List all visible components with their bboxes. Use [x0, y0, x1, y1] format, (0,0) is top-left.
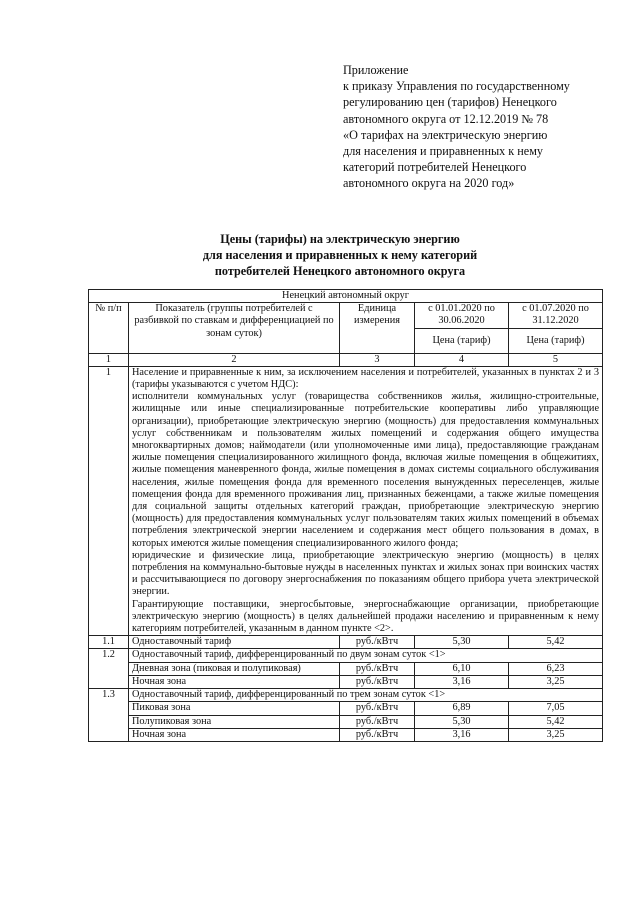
title-line: для населения и приравненных к нему категорий: [202, 248, 478, 263]
region-row: [89, 290, 603, 303]
zone-value-period1: 5,30: [415, 715, 509, 728]
col-number: 3: [340, 353, 415, 366]
zone-row: [89, 675, 603, 688]
zone-value-period2: 5,42: [509, 715, 603, 728]
header-indicator: Показатель (группы потребителей с разбивкой по ставкам и дифференциацией по зонам суток): [129, 303, 340, 353]
zone-name: Ночная зона: [129, 728, 340, 741]
section-1-paragraph: юридические и физические лица, приобретающие электрическую энергию (мощность) в целях потребления на коммунально-бытовые нужды в населенных пунктах и жилых зонах при воинских частях и рассчитывающиеся по договору энергоснабжения по показаниям общего прибора учета электрической энергии.: [132, 549, 600, 598]
row-name: Одноставочный тариф, дифференцированный по трем зонам суток <1>: [129, 689, 603, 702]
section-1-num: 1: [89, 366, 129, 635]
appendix-line: Приложение: [343, 63, 409, 77]
appendix-block: [343, 62, 633, 192]
zone-row: [89, 728, 603, 741]
section-1-paragraph: Население и приравненные к ним, за исключением населения и потребителей, указанных в пунктах 2 и 3 (тарифы указываются с учетом НДС):: [132, 366, 600, 391]
appendix-line: «О тарифах на электрическую энергию: [343, 127, 548, 142]
zone-row: [89, 715, 603, 728]
col-number: 4: [415, 353, 509, 366]
row-unit: руб./кВтч: [340, 636, 415, 649]
table-row: [89, 689, 603, 702]
zone-value-period2: 7,05: [509, 702, 603, 715]
header-row: [89, 303, 603, 328]
header-price1: Цена (тариф): [415, 328, 509, 353]
column-number-row: [89, 353, 603, 366]
appendix-line: регулированию цен (тарифов) Ненецкого: [343, 95, 557, 110]
appendix-line: категорий потребителей Ненецкого: [343, 160, 527, 175]
appendix-line: для населения и приравненных к нему: [343, 144, 543, 159]
zone-unit: руб./кВтч: [340, 662, 415, 675]
zone-value-period2: 3,25: [509, 728, 603, 741]
section-1-paragraph: Гарантирующие поставщики, энергосбытовые, энергоснабжающие организации, приобретающие электрическую энергию (мощность) в целях дальнейшей продажи населению и приравненным к нему категориям потребителей, указанным в данном пункте <2>.: [132, 598, 600, 635]
appendix-line: автономного округа от 12.12.2019 № 78: [343, 111, 549, 126]
document-title: [90, 231, 590, 280]
title-line: Цены (тарифы) на электрическую энергию: [220, 232, 460, 246]
header-price2: Цена (тариф): [509, 328, 603, 353]
section-1-row: [89, 366, 603, 635]
zone-value-period2: 3,25: [509, 675, 603, 688]
header-period2: с 01.07.2020 по 31.12.2020: [509, 303, 603, 328]
appendix-line: к приказу Управления по государственному: [343, 79, 570, 94]
col-number: 5: [509, 353, 603, 366]
row-num: 1.2: [89, 649, 129, 689]
zone-value-period1: 3,16: [415, 728, 509, 741]
zone-name: Пиковая зона: [129, 702, 340, 715]
zone-row: [89, 662, 603, 675]
row-num: 1.3: [89, 689, 129, 742]
header-num: № п/п: [89, 303, 129, 353]
zone-row: [89, 702, 603, 715]
header-unit: Единица измерения: [340, 303, 415, 353]
row-value-period1: 5,30: [415, 636, 509, 649]
title-line: потребителей Ненецкого автономного округа: [214, 264, 466, 279]
region-cell: Ненецкий автономный округ: [89, 290, 603, 303]
zone-unit: руб./кВтч: [340, 702, 415, 715]
table-row: [89, 649, 603, 662]
zone-value-period2: 6,23: [509, 662, 603, 675]
header-period1: с 01.01.2020 по 30.06.2020: [415, 303, 509, 328]
tariff-table: [88, 289, 603, 742]
col-number: 1: [89, 353, 129, 366]
appendix-line: автономного округа на 2020 год»: [343, 176, 515, 191]
zone-value-period1: 6,89: [415, 702, 509, 715]
row-value-period2: 5,42: [509, 636, 603, 649]
zone-name: Полупиковая зона: [129, 715, 340, 728]
zone-value-period1: 6,10: [415, 662, 509, 675]
section-1-paragraph: исполнители коммунальных услуг (товарищества собственников жилья, жилищно-строительные, жилищные или иные специализированные потребительские кооперативы либо управляющие организации), приобретающие электрическую энергию (мощность) для предоставления коммунальных услуг собственникам и пользователям жилых помещений и содержания общего имущества многоквартирных домов; наймодатели (или уполномоченные ими лица), предоставляющие гражданам жилые помещения специализированного жилищного фонда, включая жилые помещения в общежитиях, жилые помещения маневренного фонда, жилые помещения в домах системы социального обслуживания населения, жилые помещения фонда для временного поселения вынужденных переселенцев, жилые помещения фонда для временного проживания лиц, признанных беженцами, а также жилые помещения для социальной защиты отдельных категорий граждан, приобретающие электрическую энергию (мощность) для предоставления коммунальных услуг пользователям таких жилых помещений в объемах потребления электрической энергии населением и содержания мест общего пользования в домах, в которых имеются жилые помещения специализированного жилого фонда;: [132, 391, 600, 549]
zone-name: Дневная зона (пиковая и полупиковая): [129, 662, 340, 675]
row-name: Одноставочный тариф: [129, 636, 340, 649]
zone-name: Ночная зона: [129, 675, 340, 688]
zone-unit: руб./кВтч: [340, 715, 415, 728]
zone-value-period1: 3,16: [415, 675, 509, 688]
row-name: Одноставочный тариф, дифференцированный по двум зонам суток <1>: [129, 649, 603, 662]
table-row: [89, 636, 603, 649]
row-num: 1.1: [89, 636, 129, 649]
zone-unit: руб./кВтч: [340, 675, 415, 688]
col-number: 2: [129, 353, 340, 366]
section-1-description: [129, 366, 603, 635]
zone-unit: руб./кВтч: [340, 728, 415, 741]
